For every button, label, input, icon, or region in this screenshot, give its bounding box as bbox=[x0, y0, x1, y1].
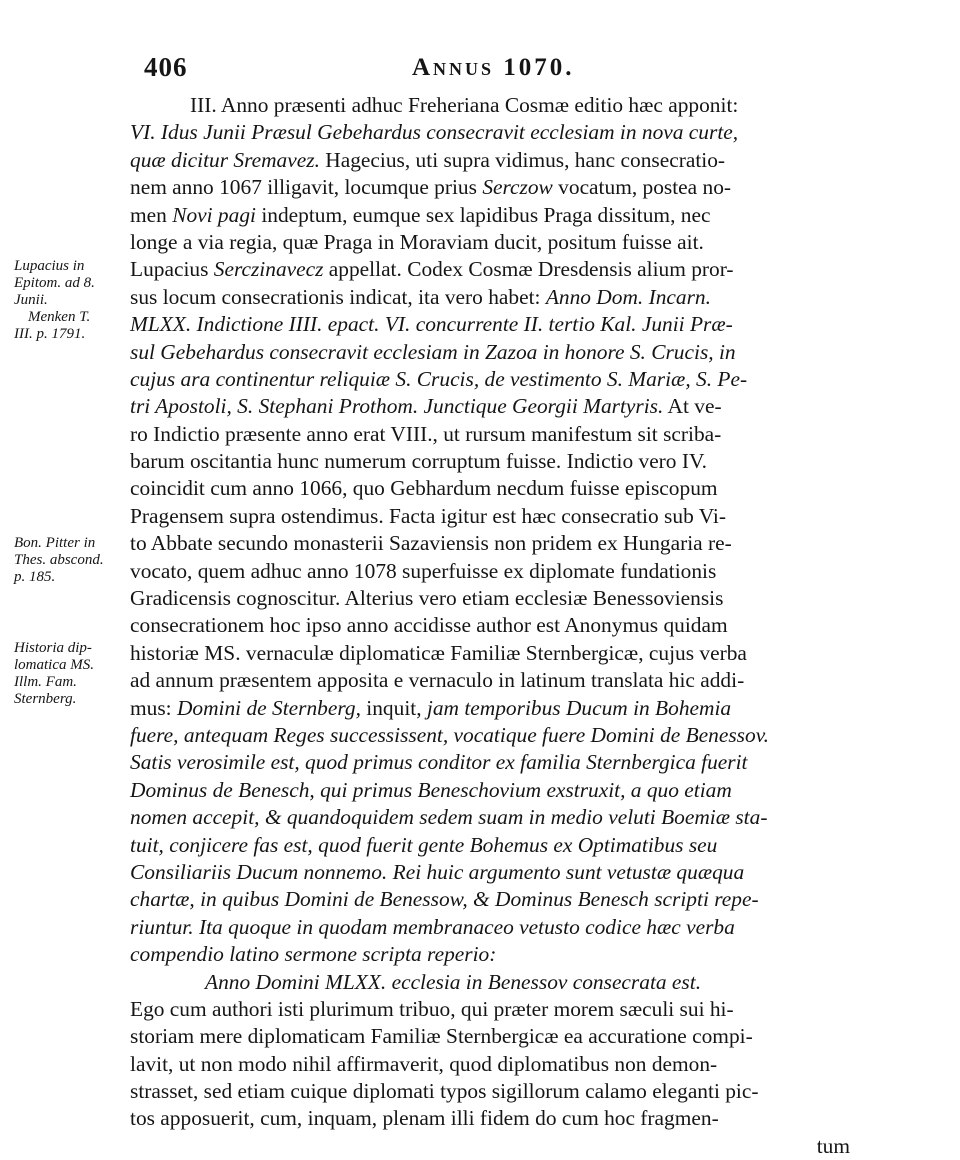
italic-text-segment: ecclesia in Benessov consecrata est. bbox=[391, 969, 702, 994]
italic-text-segment: Serczinavecz bbox=[213, 257, 324, 282]
text-line bbox=[130, 777, 850, 804]
italic-text-segment: sul Gebehardus consecravit ecclesiam in Zazoa in honore S. Crucis, in bbox=[130, 339, 736, 364]
text-line bbox=[130, 667, 850, 694]
italic-text-segment: Consiliariis Ducum nonnemo. bbox=[130, 859, 388, 884]
margin-note-line: Historia dip- bbox=[14, 640, 92, 656]
text-segment: nem anno 1067 illigavit, locumque prius bbox=[130, 175, 483, 200]
text-segment: ad annum præsentem apposita e vernaculo in latinum translata hic addi- bbox=[130, 668, 745, 693]
italic-text-segment: Satis verosimile est, quod primus conditor ex familia Sternbergica fuerit bbox=[130, 750, 748, 775]
text-segment: historiæ MS. vernaculæ diplomaticæ Familiæ Sternbergicæ, cujus verba bbox=[130, 640, 747, 665]
italic-text-segment: quæ dicitur Sremavez. bbox=[130, 147, 320, 172]
margin-note-pitter bbox=[14, 535, 132, 586]
italic-text-segment: fuere, antequam Reges successissent, vocatique fuere Domini de Benessov. bbox=[130, 722, 769, 747]
text-segment: mus: bbox=[130, 695, 177, 720]
italic-text-segment: Rei huic argumento sunt vetustæ quæqua bbox=[392, 859, 745, 884]
text-line bbox=[130, 119, 850, 146]
text-segment: barum oscitantia hunc numerum corruptum fuisse. Indictio vero IV. bbox=[130, 449, 708, 474]
margin-note-line: Sternberg. bbox=[14, 691, 77, 707]
italic-text-segment: Anno Domini MLXX. bbox=[205, 969, 387, 994]
text-line bbox=[130, 202, 850, 229]
text-segment: Ego cum authori isti plurimum tribuo, qui præter morem sæculi sui hi- bbox=[130, 996, 734, 1021]
text-line bbox=[130, 147, 850, 174]
text-line bbox=[130, 311, 850, 338]
text-line bbox=[130, 92, 850, 119]
text-line bbox=[130, 366, 850, 393]
margin-note-line: Bon. Pitter in bbox=[14, 535, 96, 551]
text-segment: vocatum, postea no- bbox=[552, 175, 732, 200]
margin-note-line: Junii. bbox=[14, 292, 48, 308]
margin-note-line: Lupacius in bbox=[14, 258, 85, 274]
text-segment: consecrationem hoc ipso anno accidisse author est Anonymus quidam bbox=[130, 613, 728, 638]
margin-note-historia bbox=[14, 640, 132, 708]
text-segment: vocato, quem adhuc anno 1078 superfuisse ex diplomate fundationis bbox=[130, 558, 717, 583]
italic-text-segment: nomen accepit, & quandoquidem sedem suam in medio veluti Boemiæ sta- bbox=[130, 805, 768, 830]
text-line bbox=[130, 558, 850, 585]
text-line bbox=[130, 1023, 850, 1050]
text-segment: Gradicensis cognoscitur. Alterius vero etiam ecclesiæ Benessoviensis bbox=[130, 586, 724, 611]
text-segment: Pragensem supra ostendimus. Facta igitur est hæc consecratio sub Vi- bbox=[130, 503, 726, 528]
text-line bbox=[130, 804, 850, 831]
text-line bbox=[130, 1078, 850, 1105]
text-line bbox=[130, 914, 850, 941]
italic-text-segment: MLXX. Indictione IIII. epact. VI. concurrente II. tertio Kal. Junii Præ- bbox=[130, 312, 733, 337]
text-segment: indeptum, eumque sex lapidibus Praga dissitum, nec bbox=[255, 202, 711, 227]
text-line bbox=[130, 969, 850, 996]
text-line bbox=[130, 640, 850, 667]
text-segment: lavit, ut non modo nihil affirmaverit, quod diplomatibus non demon- bbox=[130, 1051, 718, 1076]
margin-note-line: lomatica MS. bbox=[14, 657, 94, 673]
text-segment: tos apposuerit, cum, inquam, plenam illi fidem do cum hoc fragmen- bbox=[130, 1106, 719, 1131]
italic-text-segment: Dominus de Benesch, qui primus Beneschovium exstruxit, a quo etiam bbox=[130, 777, 732, 802]
text-line bbox=[130, 1051, 850, 1078]
text-segment: III. Anno præsenti adhuc Freheriana Cosmæ editio hæc apponit: bbox=[190, 93, 739, 117]
text-segment: storiam mere diplomaticam Familiæ Sternbergicæ ea accuratione compi- bbox=[130, 1024, 753, 1049]
text-segment: sus locum consecrationis indicat, ita vero habet: bbox=[130, 284, 546, 309]
text-line bbox=[130, 832, 850, 859]
italic-text-segment: tri Apostoli, S. Stephani Prothom. Junctique Georgii Martyris. bbox=[130, 394, 664, 419]
text-segment: ro Indictio præsente anno erat VIII., ut rursum manifestum sit scriba- bbox=[130, 421, 722, 446]
text-line bbox=[130, 695, 850, 722]
margin-note-lupacius bbox=[14, 258, 132, 343]
text-line bbox=[130, 530, 850, 557]
text-segment: men bbox=[130, 202, 173, 227]
italic-text-segment: Ita quoque in quodam membranaceo vetusto codice hæc verba bbox=[198, 914, 735, 939]
italic-text-segment: chartæ, in quibus Domini de Benessow, & Dominus Benesch scripti repe- bbox=[130, 887, 759, 912]
text-line bbox=[130, 284, 850, 311]
text-segment: At ve- bbox=[663, 394, 722, 419]
text-line bbox=[130, 503, 850, 530]
margin-note-line: Epitom. ad 8. bbox=[14, 275, 95, 291]
italic-text-segment: riuntur. bbox=[130, 914, 194, 939]
italic-text-segment: Serczow bbox=[482, 175, 553, 200]
text-segment: Lupacius bbox=[130, 257, 214, 282]
text-line bbox=[130, 886, 850, 913]
text-line bbox=[130, 859, 850, 886]
text-line bbox=[130, 749, 850, 776]
text-line bbox=[130, 475, 850, 502]
text-line bbox=[130, 393, 850, 420]
text-segment: tum bbox=[816, 1133, 850, 1158]
text-segment: appellat. Codex Cosmæ Dresdensis alium pror- bbox=[323, 257, 734, 282]
text-line bbox=[130, 339, 850, 366]
italic-text-segment: cujus ara continentur reliquiæ S. Crucis, de vestimento S. Mariæ, S. Pe- bbox=[130, 366, 748, 391]
text-line bbox=[130, 421, 850, 448]
page-number: 406 bbox=[144, 52, 188, 82]
text-line bbox=[130, 174, 850, 201]
italic-text-segment: tuit, conjicere fas est, quod fuerit gente Bohemus ex Optimatibus seu bbox=[130, 832, 718, 857]
text-line bbox=[130, 448, 850, 475]
text-segment: longe a via regia, quæ Praga in Moraviam ducit, positum fuisse ait. bbox=[130, 229, 704, 254]
margin-note-line: Illm. Fam. bbox=[14, 674, 77, 690]
main-text bbox=[130, 92, 850, 1160]
text-segment: coincidit cum anno 1066, quo Gebhardum necdum fuisse episcopum bbox=[130, 476, 718, 501]
text-line bbox=[130, 256, 850, 283]
text-segment: inquit, bbox=[360, 695, 427, 720]
text-segment: to Abbate secundo monasterii Sazaviensis non pridem ex Hungaria re- bbox=[130, 531, 732, 556]
page-header bbox=[0, 50, 960, 94]
margin-note-line: p. 185. bbox=[14, 569, 56, 585]
text-segment: Hagecius, uti supra vidimus, hanc consecratio- bbox=[319, 147, 726, 172]
italic-text-segment: Anno Dom. Incarn. bbox=[545, 284, 711, 309]
margin-note-line: III. p. 1791. bbox=[14, 326, 86, 342]
italic-text-segment: compendio latino sermone scripta reperio: bbox=[130, 942, 497, 967]
italic-text-segment: Novi pagi bbox=[172, 202, 256, 227]
italic-text-segment: jam temporibus Ducum in Bohemia bbox=[426, 695, 732, 720]
text-line bbox=[130, 612, 850, 639]
text-line bbox=[130, 941, 850, 968]
text-line bbox=[130, 1133, 850, 1160]
running-head: Annus 1070. bbox=[412, 54, 575, 81]
margin-note-line: Menken T. bbox=[28, 309, 91, 325]
text-line bbox=[130, 722, 850, 749]
italic-text-segment: VI. Idus Junii Præsul Gebehardus consecravit ecclesiam in nova curte, bbox=[130, 120, 739, 145]
text-segment: strasset, sed etiam cuique diplomati typos sigillorum calamo eleganti pic- bbox=[130, 1079, 759, 1104]
margin-note-line: Thes. abscond. bbox=[14, 552, 104, 568]
italic-text-segment: Domini de Sternberg, bbox=[176, 695, 361, 720]
text-line bbox=[130, 585, 850, 612]
text-line bbox=[130, 996, 850, 1023]
text-line bbox=[130, 229, 850, 256]
